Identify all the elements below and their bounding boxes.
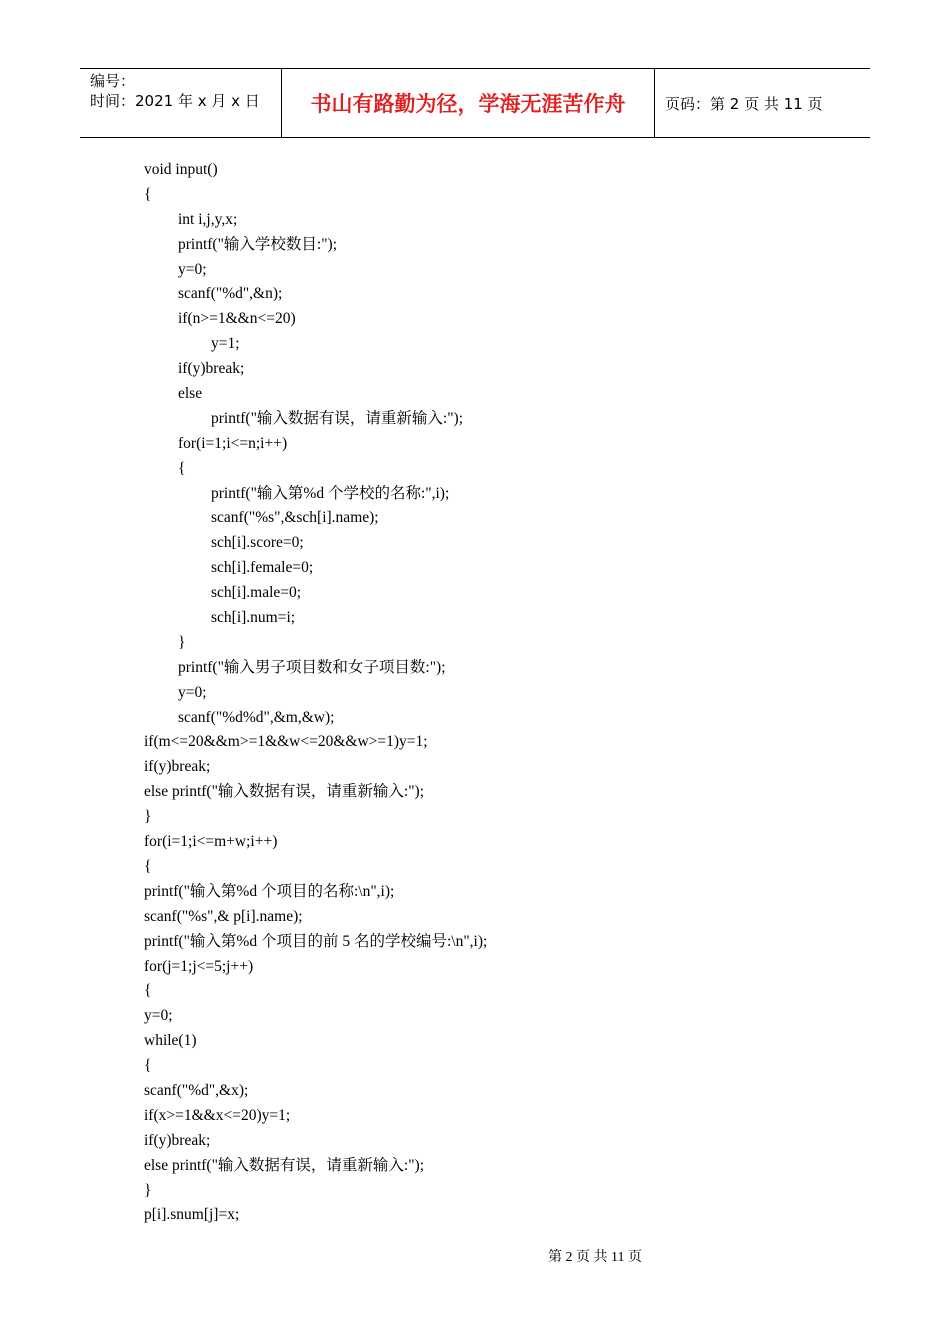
code-line: else [178,385,203,403]
code-line: scanf("%d",&n); [178,285,283,303]
code-line: } [144,808,152,826]
document-number-label: 编号： [90,72,136,90]
code-line: y=1; [211,335,240,353]
code-line: for(j=1;j<=5;j++) [144,957,254,975]
code-line: if(y)break; [178,360,245,378]
code-line: sch[i].male=0; [211,584,302,602]
code-line: if(y)break; [144,758,211,776]
code-line: if(x>=1&&x<=20)y=1; [144,1106,291,1124]
document-time-label: 时间：2021 年 x 月 x 日 [90,92,260,110]
code-line: for(i=1;i<=n;i++) [178,434,288,452]
header-motto: 书山有路勤为径，学海无涯苦作舟 [310,92,626,116]
code-line: sch[i].female=0; [211,559,314,577]
code-line: sch[i].num=i; [211,609,296,627]
code-line: { [178,459,186,477]
code-line: void input() [144,161,218,178]
code-line: for(i=1;i<=m+w;i++) [144,833,278,851]
code-line: printf("输入数据有误，请重新输入:"); [211,409,464,427]
code-line: scanf("%d",&x); [144,1081,249,1099]
code-line: { [144,982,152,1000]
header-meta [90,71,280,111]
code-line: scanf("%d%d",&m,&w); [178,708,335,726]
code-line: y=0; [178,683,207,701]
code-line: printf("输入第%d 个学校的名称:",i); [211,484,450,502]
page-footer [0,1246,950,1266]
code-line: { [144,185,152,203]
code-line: { [144,857,152,875]
header-page-info: 页码：第 2 页 共 11 页 [665,94,823,113]
code-line: { [144,1057,152,1075]
code-line: p[i].snum[j]=x; [144,1206,240,1224]
code-line: } [178,633,186,651]
code-line: printf("输入男子项目数和女子项目数:"); [178,658,446,676]
code-line: } [144,1181,152,1199]
footer-page-number: 第 2 页 共 11 页 [548,1250,642,1265]
code-line: if(m<=20&&m>=1&&w<=20&&w>=1)y=1; [144,733,428,751]
code-line: y=0; [178,260,207,278]
code-line: while(1) [144,1032,197,1050]
code-line: if(y)break; [144,1131,211,1149]
page-header [80,68,870,138]
code-listing [144,158,487,1228]
header-divider-right [654,69,655,137]
code-line: y=0; [144,1007,173,1025]
code-line: printf("输入第%d 个项目的前 5 名的学校编号:\n",i); [144,932,488,950]
code-line: printf("输入学校数目:"); [178,235,338,253]
code-line: else printf("输入数据有误，请重新输入:"); [144,783,424,801]
code-line: scanf("%s",& p[i].name); [144,907,303,925]
code-line: int i,j,y,x; [178,210,238,228]
code-line: if(n>=1&&n<=20) [178,310,296,328]
code-line: scanf("%s",&sch[i].name); [211,509,379,527]
code-line: sch[i].score=0; [211,534,304,552]
code-line: else printf("输入数据有误，请重新输入:"); [144,1156,424,1174]
code-line: printf("输入第%d 个项目的名称:\n",i); [144,882,395,900]
